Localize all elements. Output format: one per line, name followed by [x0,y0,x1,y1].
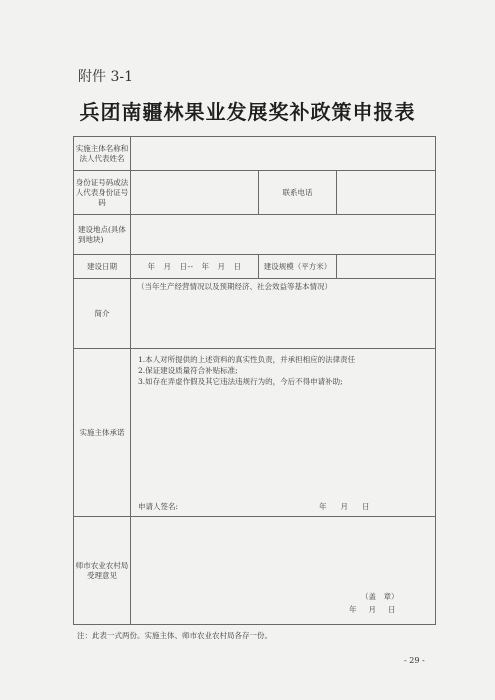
signer-date[interactable]: 年月日 [319,502,384,511]
intro-hint: （当年生产经营情况以及预期经济、社会效益等基本情况） [137,282,332,291]
application-form-table [73,136,436,625]
footer-note: 注：此表一式两份。实施主体、师市农业农村局各存一份。 [77,631,272,640]
pledge-label: 实施主体承诺 [74,349,131,517]
intro-label: 简介 [74,279,131,349]
pledge-cell [131,349,436,517]
pledge-item: 2.保证建设质量符合补贴标准; [138,366,238,375]
signer-label[interactable]: 申请人签名: [138,502,179,511]
entity-label: 实施主体名称和法人代表姓名 [74,137,131,171]
review-label: 师市农业农村局受理意见 [74,517,131,625]
entity-value-cell[interactable] [131,137,436,171]
intro-cell[interactable] [131,279,436,349]
review-date: 年月日 [349,605,408,614]
id-value-cell[interactable] [131,171,259,215]
date-label: 建设日期 [74,255,131,279]
scale-value-cell[interactable] [337,255,436,279]
phone-value-cell[interactable] [337,171,436,215]
row-intro [74,279,436,349]
phone-label: 联系电话 [259,171,337,215]
row-date [74,255,436,279]
pledge-item: 3.如存在弄虚作假及其它违法违规行为的，今后不得申请补助; [138,377,343,386]
location-label: 建设地点(具体到地块) [74,215,131,255]
row-id [74,171,436,215]
review-cell[interactable] [131,517,436,625]
id-label: 身份证号码或法人代表身份证号码 [74,171,131,215]
seal-label: （盖 章） [361,592,399,601]
date-range[interactable]: 年 月 日-- 年 月 日 [131,255,259,279]
form-title: 兵团南疆林果业发展奖补政策申报表 [79,100,416,124]
row-entity [74,137,436,171]
location-value-cell[interactable] [131,215,436,255]
page-number: - 29 - [404,656,425,665]
row-location [74,215,436,255]
pledge-list [138,354,355,387]
row-review [74,517,436,625]
scale-label: 建设规模（平方米） [259,255,337,279]
row-pledge [74,349,436,517]
pledge-item: 1.本人对所提供的上述资料的真实性负责，并承担相应的法律责任 [138,355,356,364]
attachment-label: 附件 3-1 [78,69,133,85]
